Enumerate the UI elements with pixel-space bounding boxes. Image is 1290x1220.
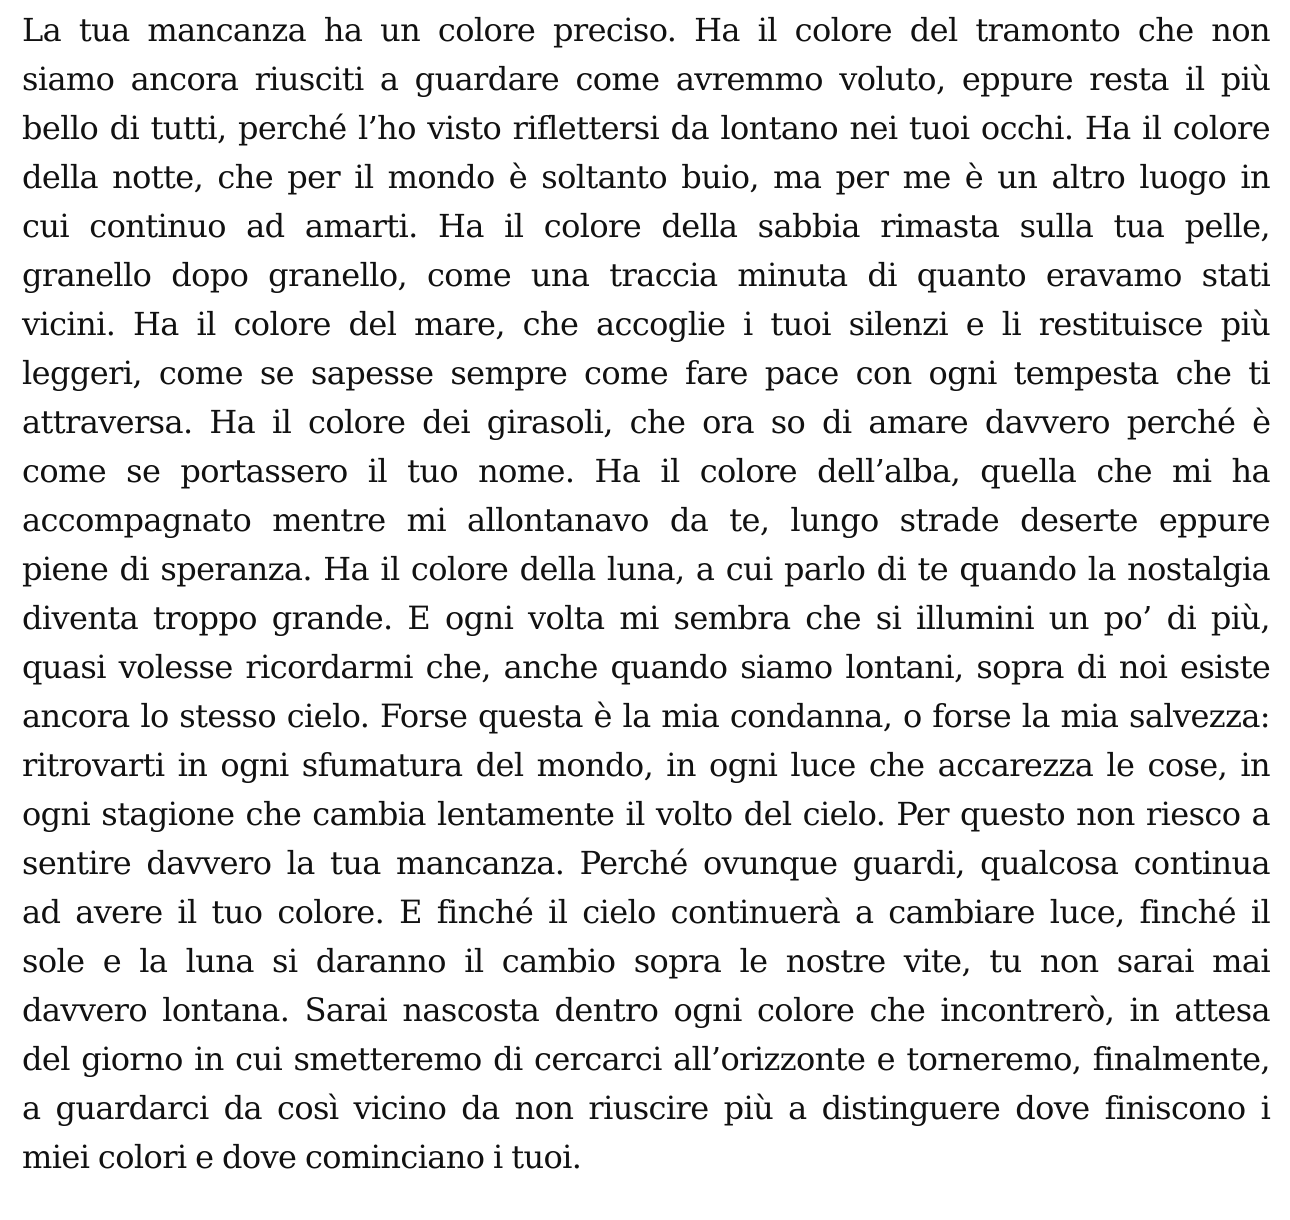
text-line-4: della notte, che per il mondo è soltanto buio, ma per me è un altro luogo in [22,158,1270,196]
text-line-20: sole e la luna si daranno il cambio sopra le nostre vite, tu non sarai mai [22,942,1270,980]
text-line-18: sentire davvero la tua mancanza. Perché ovunque guardi, qualcosa continua [22,844,1270,882]
body-paragraph [22,6,1270,1182]
text-line-9: attraversa. Ha il colore dei girasoli, che ora so di amare davvero perché è [22,403,1271,441]
text-line-6: granello dopo granello, come una traccia minuta di quanto eravamo stati [22,256,1271,294]
text-page [22,6,1270,1182]
text-line-12: piene di speranza. Ha il colore della luna, a cui parlo di te quando la nostalgia [22,550,1270,588]
text-line-10: come se portassero il tuo nome. Ha il colore dell’alba, quella che mi ha [22,452,1270,490]
text-line-2: siamo ancora riusciti a guardare come avremmo voluto, eppure resta il più [22,60,1271,98]
text-line-3: bello di tutti, perché l’ho visto riflettersi da lontano nei tuoi occhi. Ha il colore [22,109,1271,147]
text-line-24: miei colori e dove cominciano i tuoi. [22,1138,582,1176]
text-line-7: vicini. Ha il colore del mare, che accoglie i tuoi silenzi e li restituisce più [22,305,1271,343]
text-line-14: quasi volesse ricordarmi che, anche quando siamo lontani, sopra di noi esiste [22,648,1271,686]
text-line-15: ancora lo stesso cielo. Forse questa è la mia condanna, o forse la mia salvezza: [22,697,1270,735]
text-line-19: ad avere il tuo colore. E finché il cielo continuerà a cambiare luce, finché il [22,893,1271,931]
text-line-13: diventa troppo grande. E ogni volta mi sembra che si illumini un po’ di più, [22,599,1270,637]
text-line-16: ritrovarti in ogni sfumatura del mondo, in ogni luce che accarezza le cose, in [22,746,1270,784]
text-line-1: La tua mancanza ha un colore preciso. Ha il colore del tramonto che non [22,11,1270,49]
text-line-8: leggeri, come se sapesse sempre come fare pace con ogni tempesta che ti [22,354,1271,392]
text-line-23: a guardarci da così vicino da non riuscire più a distinguere dove finiscono i [22,1089,1271,1127]
text-line-21: davvero lontana. Sarai nascosta dentro ogni colore che incontrerò, in attesa [22,991,1270,1029]
text-line-5: cui continuo ad amarti. Ha il colore della sabbia rimasta sulla tua pelle, [22,207,1270,245]
text-line-17: ogni stagione che cambia lentamente il volto del cielo. Per questo non riesco a [22,795,1270,833]
text-line-22: del giorno in cui smetteremo di cercarci all’orizzonte e torneremo, finalmente, [22,1040,1270,1078]
text-line-11: accompagnato mentre mi allontanavo da te, lungo strade deserte eppure [22,501,1270,539]
